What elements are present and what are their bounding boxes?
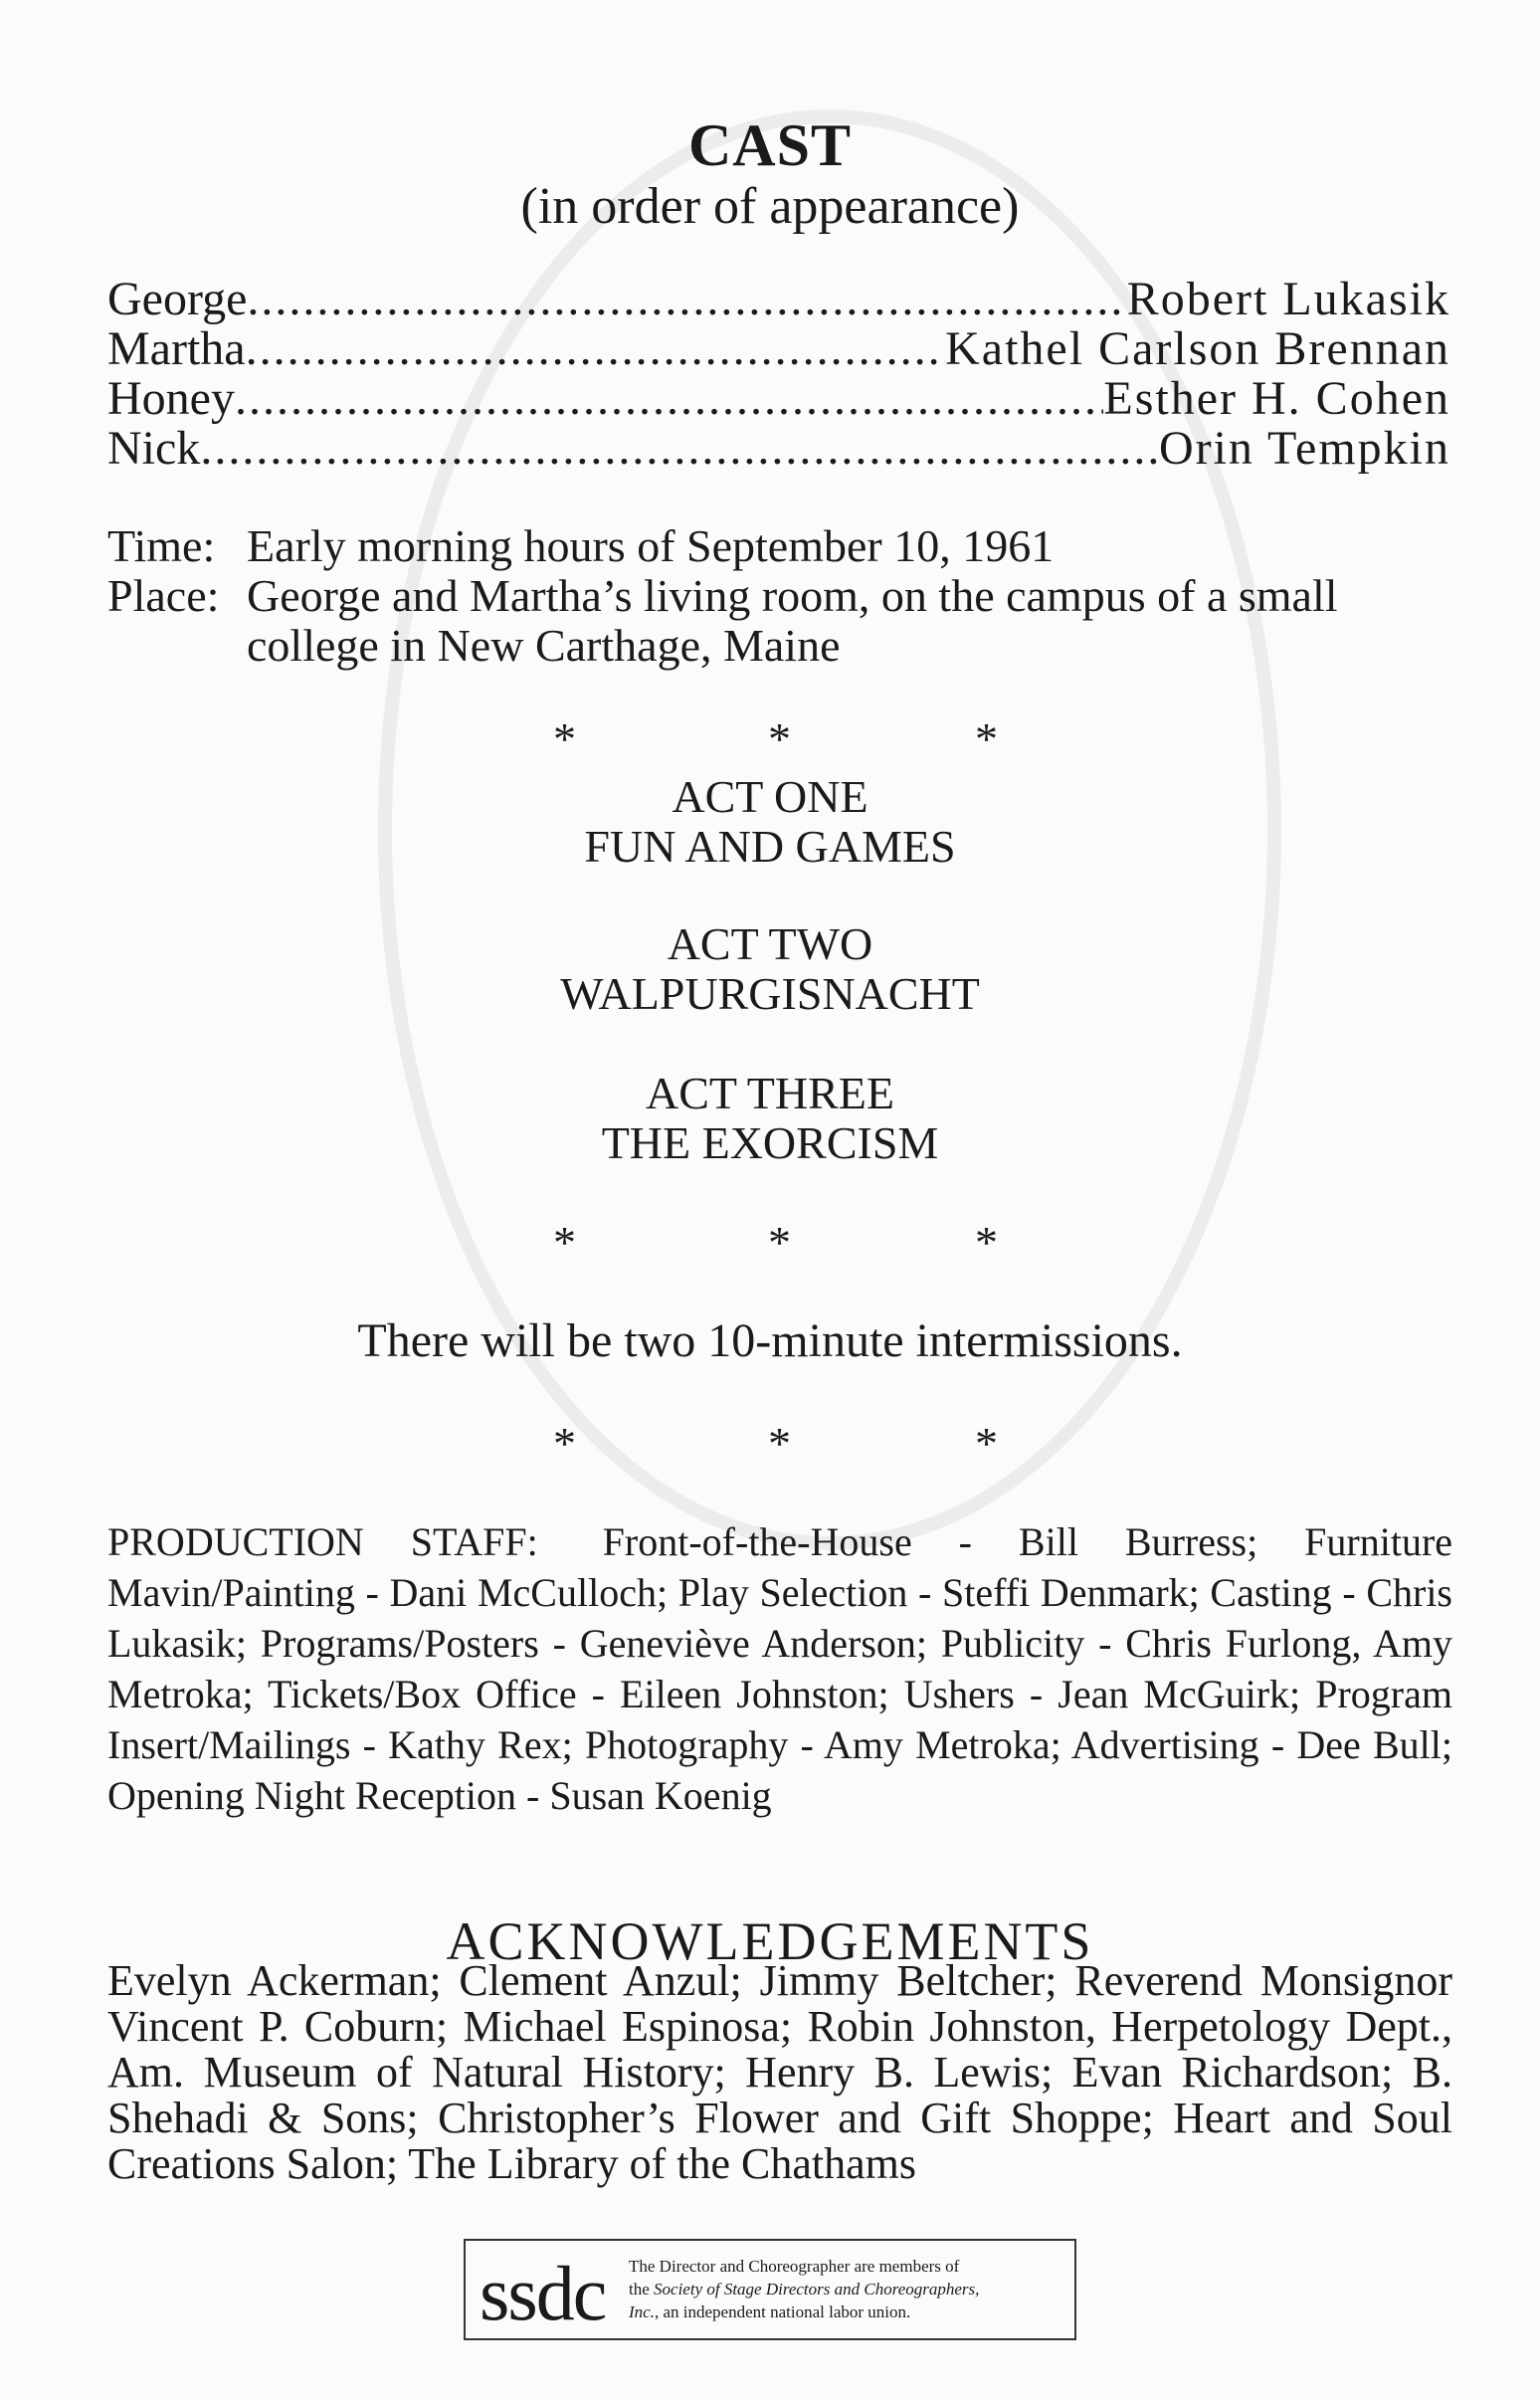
- actor-name: Robert Lukasik: [1126, 273, 1450, 325]
- intermission-note: There will be two 10-minute intermissions.: [357, 1314, 1183, 1367]
- time-value: Early morning hours of September 10, 1961: [247, 520, 1055, 571]
- star: *: [975, 1418, 998, 1469]
- cast-row: [107, 424, 1450, 474]
- ssdc-notice: [464, 2239, 1076, 2340]
- role-name: George: [107, 273, 248, 325]
- place-label: Place:: [107, 570, 220, 621]
- act-title: WALPURGISNACHT: [560, 968, 980, 1019]
- act-one: [0, 772, 1540, 872]
- dot-leader: [235, 374, 1103, 424]
- staff-label: PRODUCTION STAFF:: [107, 1519, 538, 1564]
- star: *: [975, 1217, 998, 1268]
- setting-block: [107, 521, 1450, 671]
- ssdc-inc: Inc.: [629, 2302, 655, 2321]
- cast-row: [107, 324, 1450, 374]
- ssdc-society-name: Society of Stage Directors and Choreographers,: [654, 2280, 980, 2299]
- star: *: [975, 713, 998, 764]
- actor-name: Orin Tempkin: [1158, 422, 1450, 475]
- role-name: Martha: [107, 322, 246, 375]
- dot-leader: [246, 324, 946, 374]
- ssdc-text: [629, 2255, 1066, 2323]
- star: *: [768, 713, 791, 764]
- staff-text: Front-of-the-House - Bill Burress; Furniture Mavin/Painting - Dani McCulloch; Play Selection - Steffi Denmark; Casting - Chris Lukasik; Programs/Posters - Geneviève Anderson; Publicity - Chris Furlong, Amy Metroka; Tickets/Box Office - Eileen Johnston; Ushers - Jean McGuirk; Program Insert/Mailings - Kathy Rex; Photography - Amy Metroka; Advertising - Dee Bull; Opening Night Reception - Susan Koenig: [107, 1519, 1453, 1818]
- star: *: [768, 1217, 791, 1268]
- act-number: ACT THREE: [645, 1068, 895, 1118]
- actor-name: Kathel Carlson Brennan: [945, 322, 1450, 375]
- star: *: [553, 1217, 576, 1268]
- acknowledgements-text: Evelyn Ackerman; Clement Anzul; Jimmy Beltcher; Reverend Monsignor Vincent P. Coburn; Michael Espinosa; Robin Johnston, Herpetology Dept., Am. Museum of Natural History; Henry B. Lewis; Evan Richardson; B. Shehadi & Sons; Christopher’s Flower and Gift Shoppe; Heart and Soul Creations Salon; The Library of the Chathams: [107, 1956, 1452, 2188]
- act-two: [0, 919, 1540, 1019]
- cast-subtitle: (in order of appearance): [520, 178, 1020, 235]
- production-staff: [107, 1516, 1452, 1821]
- cast-row: [107, 374, 1450, 424]
- role-name: Nick: [107, 422, 201, 475]
- star: *: [553, 713, 576, 764]
- act-number: ACT TWO: [667, 918, 873, 969]
- time-label: Time:: [107, 520, 216, 571]
- ssdc-logo: ssdc: [480, 2250, 606, 2336]
- ssdc-line-rest: , an independent national labor union.: [654, 2302, 911, 2321]
- ssdc-line: [629, 2300, 1066, 2323]
- time-row: [107, 521, 1450, 571]
- dot-leader: [200, 424, 1159, 474]
- actor-name: Esther H. Cohen: [1103, 372, 1450, 425]
- role-name: Honey: [107, 372, 235, 425]
- ssdc-line: The Director and Choreographer are members of: [629, 2257, 960, 2276]
- ssdc-line-prefix: the: [629, 2280, 655, 2299]
- act-three: [0, 1069, 1540, 1168]
- star: *: [768, 1418, 791, 1469]
- cast-list: [107, 275, 1450, 474]
- place-row: [107, 571, 1450, 671]
- acknowledgements-title: ACKNOWLEDGEMENTS: [446, 1911, 1094, 1971]
- cast-row: [107, 275, 1450, 324]
- act-number: ACT ONE: [672, 771, 868, 822]
- place-value: George and Martha’s living room, on the campus of a small college in New Carthage, Maine: [247, 570, 1338, 671]
- ssdc-line: [629, 2278, 1066, 2300]
- act-title: THE EXORCISM: [601, 1117, 939, 1168]
- star: *: [553, 1418, 576, 1469]
- cast-title: CAST: [687, 112, 853, 178]
- act-title: FUN AND GAMES: [584, 821, 956, 872]
- dot-leader: [247, 275, 1126, 324]
